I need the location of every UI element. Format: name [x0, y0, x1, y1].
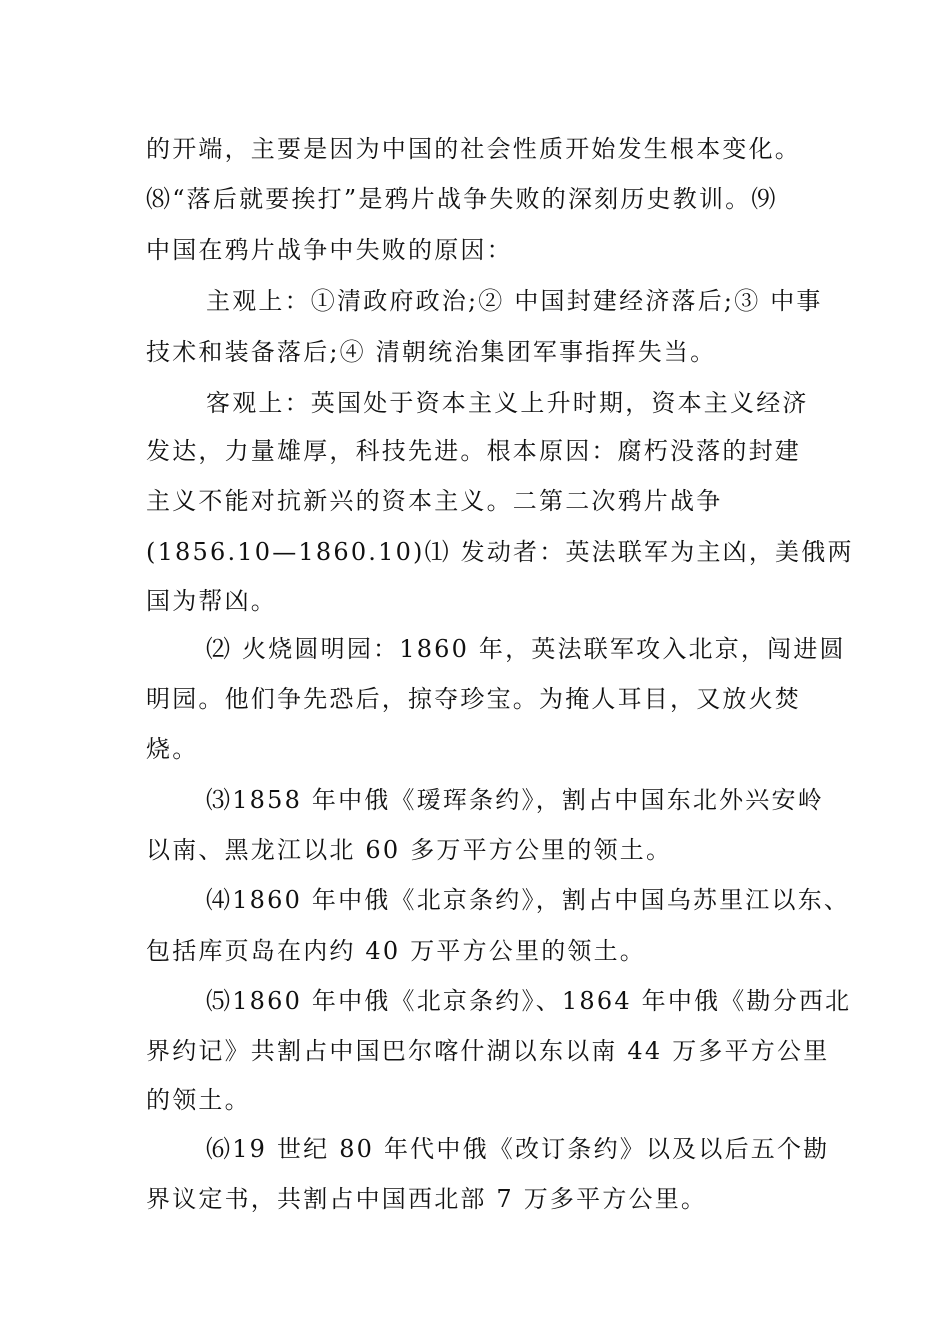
- text-line: ⑵ 火烧圆明园：1860 年，英法联军攻入北京，闯进圆: [206, 635, 846, 663]
- text-line: 包括库页岛在内约 40 万平方公里的领土。: [146, 937, 646, 965]
- text-line: 国为帮凶。: [146, 587, 277, 615]
- text-line: 烧。: [146, 735, 199, 763]
- text-line: ⑶1858 年中俄《瑷珲条约》，割占中国东北外兴安岭: [206, 786, 824, 814]
- text-line: ⑹19 世纪 80 年代中俄《改订条约》以及以后五个勘: [206, 1135, 830, 1163]
- text-line: 主观上：①清政府政治;② 中国封建经济落后;③ 中事: [206, 287, 823, 315]
- text-line: 中国在鸦片战争中失败的原因：: [146, 236, 513, 264]
- text-line: 技术和装备落后;④ 清朝统治集团军事指挥失当。: [146, 338, 717, 366]
- text-line: (1856.10—1860.10)⑴ 发动者：英法联军为主凶，美俄两: [146, 538, 854, 566]
- text-line: 的领土。: [146, 1086, 251, 1114]
- text-line: 客观上：英国处于资本主义上升时期，资本主义经济: [206, 389, 809, 417]
- text-line: 发达，力量雄厚，科技先进。根本原因：腐朽没落的封建: [146, 437, 801, 465]
- text-line: ⑻“落后就要挨打”是鸦片战争失败的深刻历史教训。⑼: [146, 185, 778, 213]
- text-line: 界约记》共割占中国巴尔喀什湖以东以南 44 万多平方公里: [146, 1037, 830, 1065]
- text-line: 以南、黑龙江以北 60 多万平方公里的领土。: [146, 836, 673, 864]
- text-line: 明园。他们争先恐后，掠夺珍宝。为掩人耳目，又放火焚: [146, 685, 801, 713]
- text-line: 界议定书，共割占中国西北部 7 万多平方公里。: [146, 1185, 708, 1213]
- text-line: 的开端，主要是因为中国的社会性质开始发生根本变化。: [146, 135, 801, 163]
- text-line: ⑷1860 年中俄《北京条约》，割占中国乌苏里江以东、: [206, 886, 851, 914]
- text-line: 主义不能对抗新兴的资本主义。二第二次鸦片战争: [146, 487, 723, 515]
- text-line: ⑸1860 年中俄《北京条约》、1864 年中俄《勘分西北: [206, 987, 852, 1015]
